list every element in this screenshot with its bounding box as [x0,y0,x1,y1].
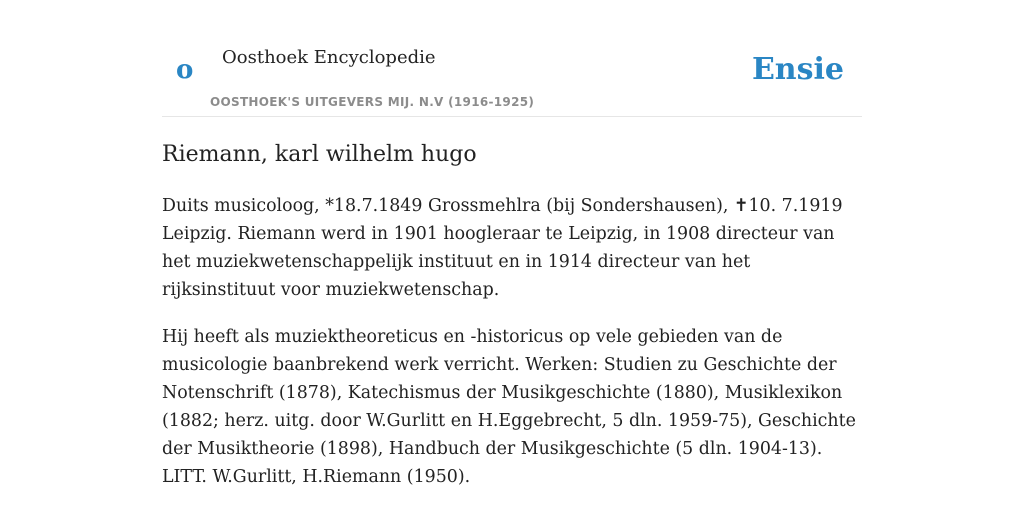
brand-logo-link[interactable]: Ensie [751,52,844,87]
publication-logo-icon[interactable]: o [176,55,194,85]
page [162,0,862,512]
entry-title: Riemann, karl wilhelm hugo [162,142,477,167]
header [162,0,862,117]
entry-paragraph: Duits musicoloog, *18.7.1849 Grossmehlra (bij Sondershausen), ✝10. 7.1919 Leipzig. Riemann werd in 1901 hoogleraar te Leipzig, in 1908 directeur van het muziekwetenschappelijk instituut en in 1914 directeur van het rijksinstituut voor muziekwetenschap. [162,196,843,300]
publication-meta: OOSTHOEK'S UITGEVERS MIJ. N.V (1916-1925) [210,95,535,109]
entry-paragraph: Hij heeft als muziektheoreticus en -historicus op vele gebieden van de musicologie baanbrekend werk verricht. Werken: Studien zu Geschichte der Notenschrift (1878), Katechismus der Musikgeschichte (1880), Musiklexikon (1882; herz. uitg. door W.Gurlitt en H.Eggebrecht, 5 dln. 1959-75), Geschichte der Musiktheorie (1898), Handbuch der Musikgeschichte (5 dln. 1904-13). LITT. W.Gurlitt, H.Riemann (1950). [162,327,856,487]
entry-body [162,192,862,510]
publication-title[interactable]: Oosthoek Encyclopedie [222,47,436,68]
